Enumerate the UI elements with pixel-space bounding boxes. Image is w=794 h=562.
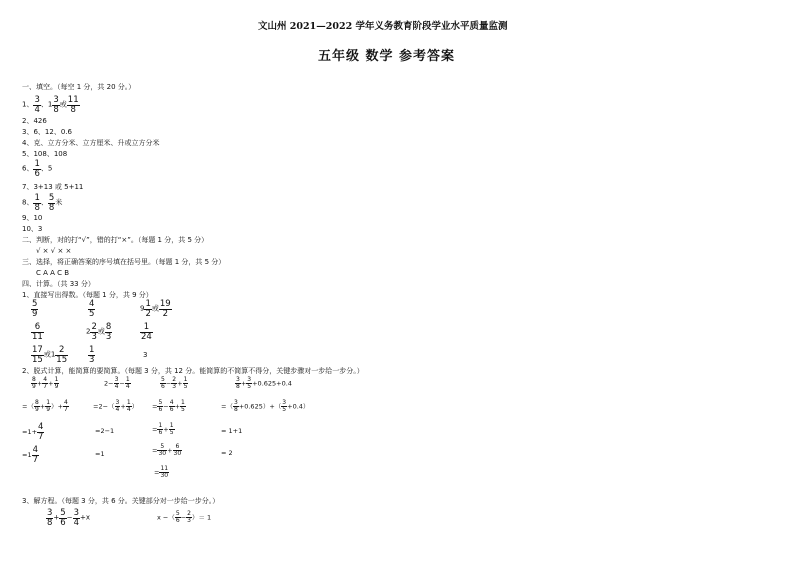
section3-heading: 三、选择，将正确答案的序号填在括号里。（每题 1 分，共 5 分）: [22, 258, 226, 266]
c1-line1: $\frac{8}{9}$ + $\frac{4}{7}$ + $\frac{1}{9}$: [32, 376, 59, 390]
p1-r2c: $\frac{1}{24}$: [141, 322, 152, 342]
c3-line5: = $\frac{11}{30}$: [154, 465, 169, 479]
p1-r1b: $\frac{4}{5}$: [89, 299, 95, 319]
q9-answer: 9、10: [22, 214, 43, 222]
p1-r2a: $\frac{6}{11}$: [32, 322, 43, 342]
c3-line2: = $\frac{5}{6}$ − $\frac{4}{6}$ + $\frac{1}{5}$: [152, 399, 185, 413]
p1-r2b: 2 $\frac{2}{3}$ 或 $\frac{8}{3}$: [86, 322, 112, 342]
section2-answers: √ × √ × ×: [36, 247, 72, 255]
c1-line3: =1+ $\frac{4}{7}$: [22, 422, 44, 442]
c3-line4: = $\frac{5}{30}$ + $\frac{6}{30}$: [152, 443, 182, 457]
q6-answer: 6、 $\frac{1}{6}$ 、5: [22, 159, 53, 179]
document-title: 文山州 2021—2022 学年义务教育阶段学业水平质量监测: [258, 21, 508, 32]
c2-line2: =2−（ $\frac{3}{4}$ + $\frac{1}{4}$ ）: [93, 399, 139, 413]
c4-line2: =（ $\frac{3}{8}$ +0.625）+（ $\frac{3}{5}$ +0.4）: [221, 399, 310, 413]
q5-answer: 5、108、108: [22, 150, 68, 158]
equation-1: $\frac{3}{8}$ + $\frac{5}{6}$ − $\frac{3}{4}$ +x: [47, 508, 91, 528]
p1-r1a: $\frac{5}{9}$: [32, 299, 38, 319]
c4-line3: = 1+1: [221, 427, 243, 435]
c2-line1: 2− $\frac{3}{4}$ − $\frac{1}{4}$: [104, 376, 130, 390]
part2-heading: 2、脱式计算，能简算的要简算。（每题 3 分，共 12 分。能简算的不简算不得分，关键步骤对一步给一步分。）: [22, 367, 364, 375]
p1-r3b: $\frac{1}{3}$: [89, 345, 95, 365]
section1-heading: 一、填空。（每空 1 分，共 20 分。）: [22, 83, 136, 91]
section4-heading: 四、计算。（共 33 分）: [22, 280, 95, 288]
q7-answer: 7、3+13 或 5+11: [22, 183, 84, 191]
c1-line2: =（ $\frac{8}{9}$ + $\frac{1}{9}$ ）+ $\frac{4}{7}$: [22, 399, 68, 413]
p1-r3a: $\frac{17}{15}$ 或1 $\frac{2}{15}$: [32, 345, 68, 365]
q3-answer: 3、6、12、0.6: [22, 128, 72, 136]
q1-answer: 1、 $\frac{3}{4}$ 、1 $\frac{3}{8}$ 或 $\frac{11}{8}$: [22, 95, 79, 115]
q2-answer: 2、426: [22, 117, 47, 125]
c3-line3: = $\frac{1}{6}$ + $\frac{1}{5}$: [152, 422, 174, 436]
part1-heading: 1、直接写出得数。（每题 1 分，共 9 分）: [22, 291, 153, 299]
c2-line4: =1: [95, 450, 105, 458]
q10-answer: 10、3: [22, 225, 43, 233]
equation-2: x −（ $\frac{5}{6}$ − $\frac{2}{3}$ ）＝ 1: [157, 510, 212, 524]
c1-line4: =1 $\frac{4}{7}$: [22, 445, 39, 465]
p1-r1c: 9 $\frac{1}{2}$ 或 $\frac{19}{2}$: [140, 299, 171, 319]
c3-line1: $\frac{5}{6}$ − $\frac{2}{3}$ + $\frac{1}{5}$: [161, 376, 188, 390]
c4-line4: = 2: [221, 449, 233, 457]
section3-answers: C A A C B: [36, 269, 70, 277]
q4-answer: 4、克、立方分米、立方厘米、升或立方分米: [22, 139, 160, 147]
q8-answer: 8、 $\frac{1}{8}$ 、 $\frac{5}{8}$ 米: [22, 193, 63, 213]
c2-line3: =2−1: [95, 427, 115, 435]
section2-heading: 二、判断，对的打“√”，错的打“×”。（每题 1 分，共 5 分）: [22, 236, 209, 244]
part3-heading: 3、解方程。（每题 3 分，共 6 分。关键部分对一步给一步分。）: [22, 497, 220, 505]
c4-line1: $\frac{3}{8}$ + $\frac{3}{5}$ +0.625+0.4: [236, 376, 292, 390]
document-subtitle: 五年级 数学 参考答案: [318, 49, 456, 64]
p1-r3c: 3: [143, 351, 148, 359]
